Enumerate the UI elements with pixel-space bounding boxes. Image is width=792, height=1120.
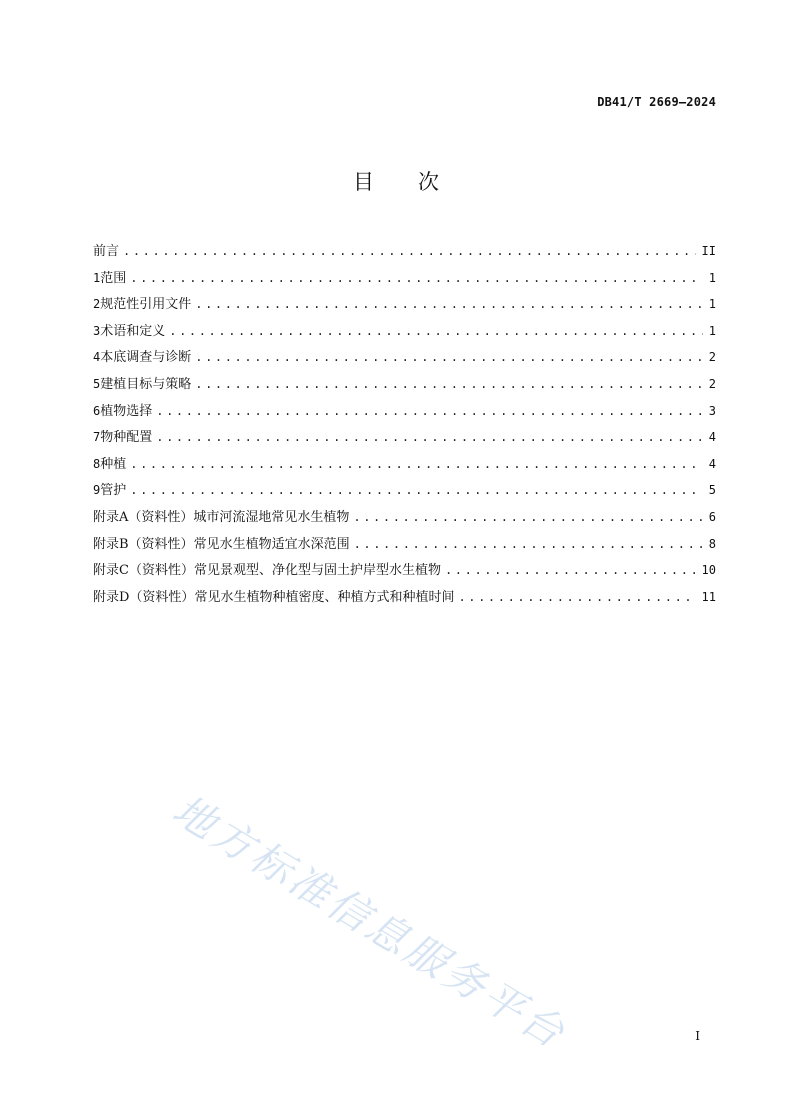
toc-dot-leader [156,424,703,451]
toc-entry-page: 8 [708,536,716,551]
toc-entry-appendix-b[interactable] [93,531,716,558]
toc-entry-page: 2 [708,376,716,391]
toc-entry-appendix-prefix: 附录C（资料性） [93,563,194,579]
toc-dot-leader [130,265,703,292]
toc-entry-number: 4 [93,350,101,365]
toc-entry-page: 1 [708,323,716,338]
toc-entry-label: 常见水生植物种植密度、种植方式和种植时间 [194,589,455,605]
toc-entry-label: 常见水生植物适宜水深范围 [193,536,350,552]
toc-entry-label: 建植目标与策略 [100,376,192,392]
toc-entry-number: 5 [93,376,101,391]
watermark-text: 地方标准信息服务平台 [164,785,576,1059]
toc-entry-label: 前言 [93,244,120,259]
toc-entry-number: 7 [93,430,101,445]
toc-dot-leader [169,318,703,345]
toc-entry-number: 9 [93,483,101,498]
toc-entry-label: 种植 [100,456,127,472]
toc-entry-number: 2 [93,297,101,312]
toc-dot-leader [195,344,703,371]
toc-entry-label: 术语和定义 [100,323,166,339]
page-title [0,166,792,196]
page-title-part-1: 目 [353,170,374,194]
toc-entry-page: II [701,244,716,258]
toc-entry-objectives-strategy[interactable] [93,371,716,398]
toc-dot-leader [130,477,703,504]
toc-entry-maintenance[interactable] [93,477,716,504]
toc-entry-foreword[interactable] [93,238,716,265]
toc-dot-leader [195,291,703,318]
toc-entry-number: 1 [93,270,101,285]
toc-entry-label: 城市河流湿地常见水生植物 [193,509,350,525]
toc-dot-leader [123,238,696,265]
toc-entry-terms-definitions[interactable] [93,318,716,345]
toc-entry-number: 3 [93,323,101,338]
page-title-part-2: 次 [418,170,439,194]
toc-entry-page: 11 [701,589,716,604]
toc-entry-page: 4 [708,456,716,471]
toc-entry-species-allocation[interactable] [93,424,716,451]
toc-entry-appendix-prefix: 附录D（资料性） [93,589,195,605]
toc-dot-leader [156,398,703,425]
toc-entry-appendix-c[interactable] [93,557,716,584]
toc-entry-scope[interactable] [93,265,716,292]
toc-entry-normative-references[interactable] [93,291,716,318]
toc-dot-leader [195,371,703,398]
toc-entry-page: 6 [708,509,716,524]
toc-entry-plant-selection[interactable] [93,398,716,425]
toc-dot-leader [458,584,695,611]
toc-entry-label: 管护 [100,483,127,499]
toc-entry-label: 物种配置 [100,430,153,446]
toc-entry-planting[interactable] [93,451,716,478]
toc-entry-appendix-a[interactable] [93,504,716,531]
toc-dot-leader [130,451,703,478]
toc-dot-leader [445,557,696,584]
toc-entry-page: 4 [708,430,716,445]
toc-entry-page: 1 [708,270,716,285]
toc-entry-page: 2 [708,350,716,365]
toc-entry-appendix-d[interactable] [93,584,716,611]
toc-entry-number: 8 [93,456,101,471]
toc-entry-appendix-prefix: 附录A（资料性） [93,509,194,525]
toc-entry-page: 3 [708,403,716,418]
toc-entry-number: 6 [93,403,101,418]
toc-entry-label: 本底调查与诊断 [100,350,192,366]
toc-entry-label: 规范性引用文件 [100,297,192,313]
document-code: DB41/T 2669—2024 [597,95,716,109]
table-of-contents [93,238,716,610]
toc-entry-page: 10 [701,563,716,578]
toc-entry-page: 1 [708,297,716,312]
toc-dot-leader [353,504,702,531]
toc-entry-page: 5 [708,483,716,498]
toc-entry-label: 常见景观型、净化型与固土护岸型水生植物 [193,563,441,579]
toc-entry-label: 植物选择 [100,403,153,419]
page-number: I [695,1029,700,1043]
toc-entry-appendix-prefix: 附录B（资料性） [93,536,194,552]
toc-entry-baseline-survey[interactable] [93,344,716,371]
toc-entry-label: 范围 [100,270,127,286]
toc-dot-leader [354,531,703,558]
